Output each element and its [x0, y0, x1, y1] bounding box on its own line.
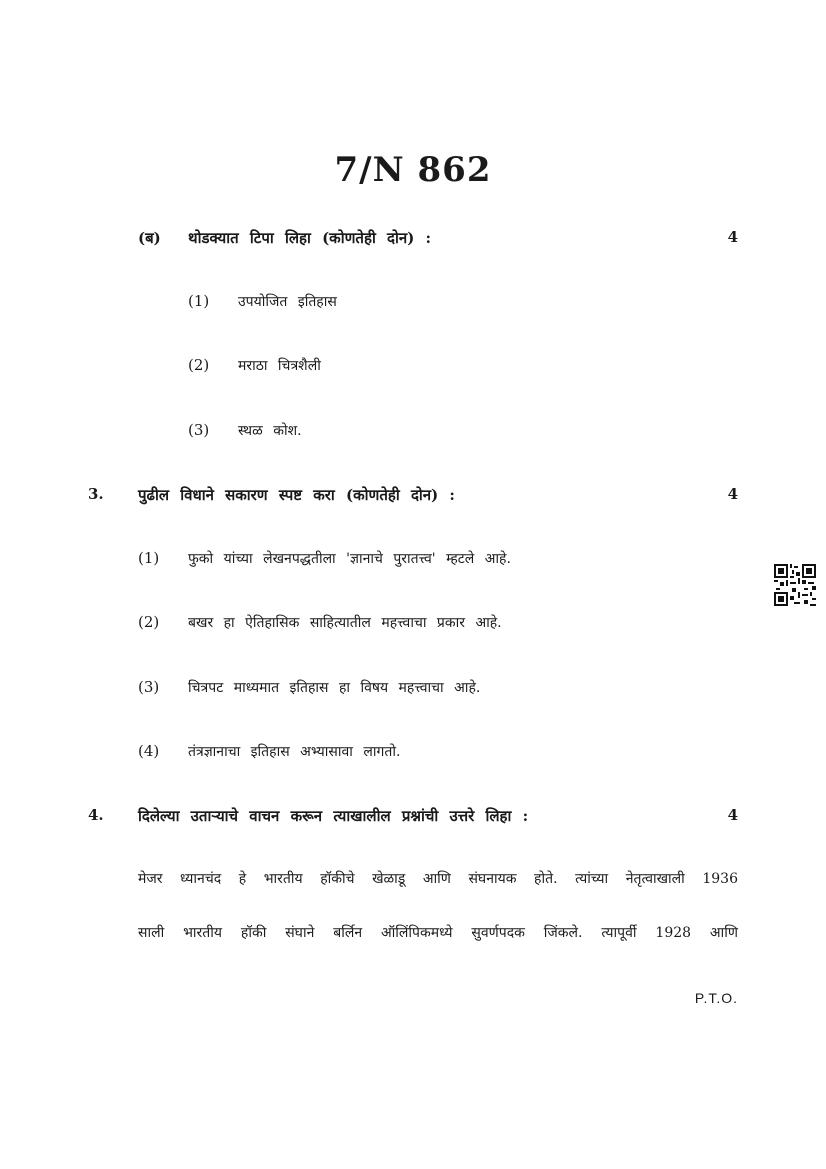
qr-code-icon	[774, 564, 816, 606]
q4-passage-line-1: मेजर ध्यानचंद हे भारतीय हॉकीचे खेळाडू आणि संघनायक होते. त्यांच्या नेतृत्वाखाली 1936	[138, 871, 738, 887]
q4-passage-line-2: साली भारतीय हॉकी संघाने बर्लिन ऑलिंपिकमध्ये सुवर्णपदक जिंकले. त्यापूर्वी 1928 आणि	[138, 925, 738, 941]
section-b-item-3-text: स्थळ कोश.	[238, 423, 302, 439]
section-b-item-3-num: (3)	[188, 421, 210, 439]
q3-item-3-num: (3)	[138, 678, 160, 696]
q3-number: 3.	[88, 485, 104, 503]
pto-label: P.T.O.	[694, 990, 738, 1006]
section-b-item-2-text: मराठा चित्रशैली	[238, 358, 321, 374]
section-b-item-1-num: (1)	[188, 292, 210, 310]
q3-item-1-num: (1)	[138, 549, 160, 567]
q3-item-1-text: फुको यांच्या लेखनपद्धतीला 'ज्ञानाचे पुरातत्त्व' म्हटले आहे.	[188, 551, 511, 567]
q3-item-2-text: बखर हा ऐतिहासिक साहित्यातील महत्त्वाचा प्रकार आहे.	[188, 615, 502, 631]
q3-item-2-num: (2)	[138, 613, 160, 631]
section-b-item-2-num: (2)	[188, 356, 210, 374]
paper-code: 7/N 862	[334, 150, 492, 190]
q3-item-4-num: (4)	[138, 742, 160, 760]
q4-marks: 4	[727, 806, 738, 824]
section-b-heading: थोडक्यात टिपा लिहा (कोणतेही दोन) :	[188, 229, 432, 247]
section-b-item-1-text: उपयोजित इतिहास	[238, 294, 337, 310]
section-b-marks: 4	[727, 228, 738, 246]
q3-item-3-text: चित्रपट माध्यमात इतिहास हा विषय महत्त्वाचा आहे.	[188, 680, 481, 696]
q3-heading: पुढील विधाने सकारण स्पष्ट करा (कोणतेही दोन) :	[138, 486, 455, 504]
section-b-label: (ब)	[138, 229, 161, 247]
q4-heading: दिलेल्या उताऱ्याचे वाचन करून त्याखालील प्रश्नांची उत्तरे लिहा :	[138, 807, 529, 825]
q3-marks: 4	[727, 485, 738, 503]
q3-item-4-text: तंत्रज्ञानाचा इतिहास अभ्यासावा लागतो.	[188, 744, 401, 760]
q4-number: 4.	[88, 806, 104, 824]
